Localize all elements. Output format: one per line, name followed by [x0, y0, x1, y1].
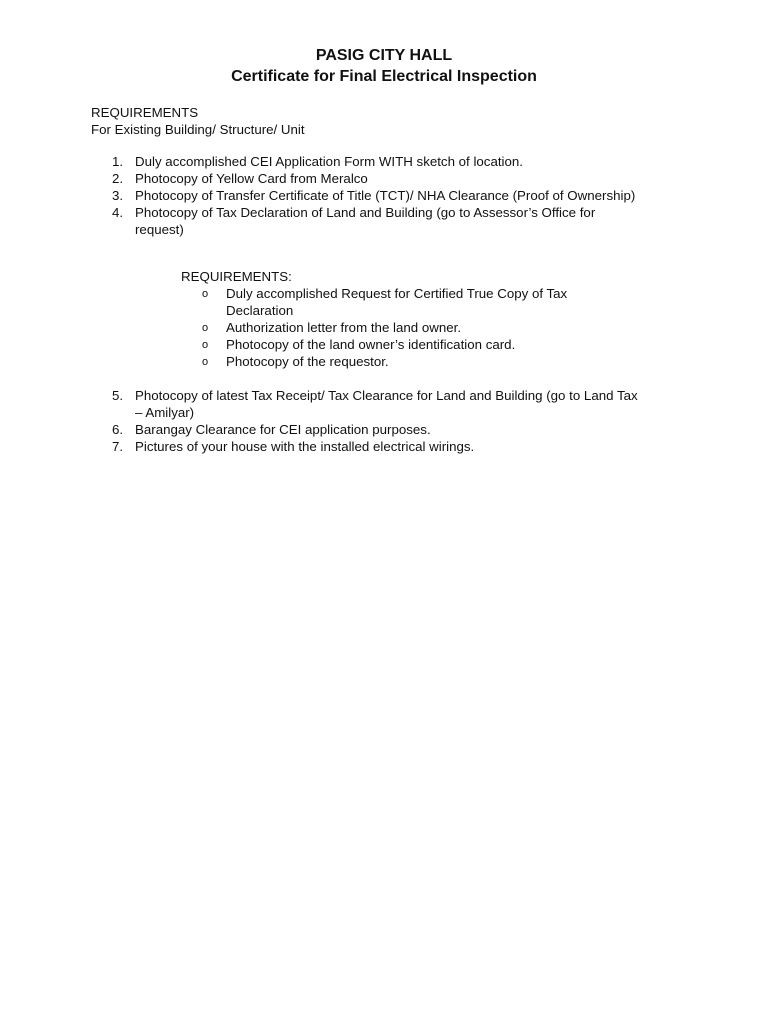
list-item-text: Photocopy of the requestor.: [226, 354, 389, 369]
list-item-number: 2.: [112, 171, 124, 186]
list-item: [0, 153, 645, 170]
list-item: [0, 187, 645, 204]
bullet-icon: o: [202, 339, 209, 351]
bullet-icon: o: [202, 288, 209, 300]
list-item: [0, 319, 596, 336]
list-item-text: Photocopy of Yellow Card from Meralco: [135, 171, 368, 186]
list-item-text: Photocopy of the land owner’s identification card.: [226, 337, 516, 352]
document-title: PASIG CITY HALL: [315, 47, 453, 64]
list-item-text: Barangay Clearance for CEI application purposes.: [135, 422, 431, 437]
requirements-list-part1: [0, 153, 768, 238]
requirements-heading: REQUIREMENTS: [91, 105, 199, 120]
list-item-text: Photocopy of latest Tax Receipt/ Tax Clearance for Land and Building (go to Land Tax – Amilyar): [135, 388, 638, 420]
list-item-number: 6.: [112, 422, 124, 437]
list-item-number: 7.: [112, 439, 124, 454]
document-subtitle: Certificate for Final Electrical Inspection: [231, 68, 537, 85]
list-item-text: Photocopy of Tax Declaration of Land and Building (go to Assessor’s Office for request): [135, 205, 596, 237]
list-item: [0, 285, 596, 319]
sub-requirements-list: [0, 285, 768, 370]
list-item-text: Pictures of your house with the installed electrical wirings.: [135, 439, 475, 454]
bullet-icon: o: [202, 322, 209, 334]
list-item: [0, 336, 596, 353]
list-item-number: 1.: [112, 154, 124, 169]
bullet-icon: o: [202, 356, 209, 368]
list-item: [0, 421, 645, 438]
list-item-text: Photocopy of Transfer Certificate of Title (TCT)/ NHA Clearance (Proof of Ownership): [135, 188, 636, 203]
list-item: [0, 170, 645, 187]
list-item-number: 5.: [112, 388, 124, 403]
list-item-text: Duly accomplished Request for Certified True Copy of Tax Declaration: [226, 286, 568, 318]
list-item: [0, 438, 645, 455]
list-item-number: 3.: [112, 188, 124, 203]
sub-requirements-heading: REQUIREMENTS:: [181, 269, 292, 284]
list-item-number: 4.: [112, 205, 124, 220]
list-item: [0, 204, 645, 238]
requirements-list-part2: [0, 387, 768, 455]
list-item-text: Authorization letter from the land owner.: [226, 320, 462, 335]
list-item: [0, 387, 645, 421]
list-item: [0, 353, 596, 370]
list-item-text: Duly accomplished CEI Application Form WITH sketch of location.: [135, 154, 523, 169]
requirements-subheading: For Existing Building/ Structure/ Unit: [91, 122, 305, 137]
